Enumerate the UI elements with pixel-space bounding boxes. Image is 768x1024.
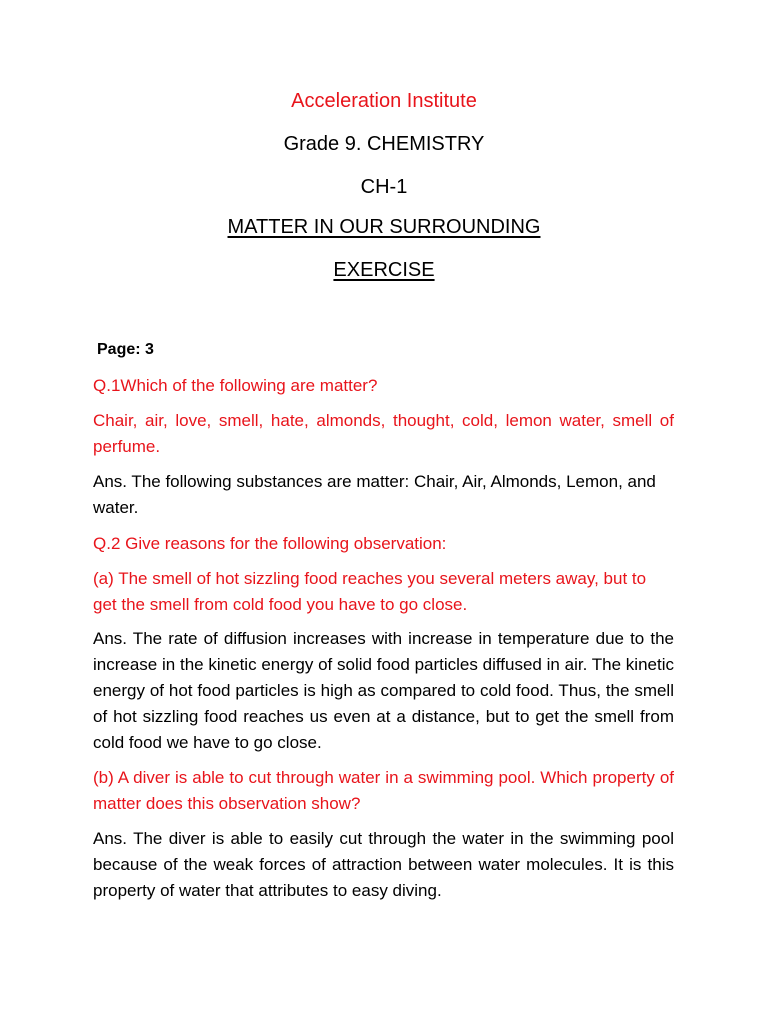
section-heading: EXERCISE (333, 259, 435, 281)
q2b-answer: Ans. The diver is able to easily cut through the water in the swimming pool because of the weak forces of attraction between water molecules. It is this property of water that attributes to easy diving. (93, 829, 674, 900)
grade-subject: Grade 9. CHEMISTRY (283, 133, 485, 155)
chapter-title: MATTER IN OUR SURROUNDING (227, 216, 541, 238)
q2a-question: (a) The smell of hot sizzling food reaches you several meters away, but to get the smell from cold food you have to go close. (93, 569, 647, 614)
page-label: Page: 3 (97, 341, 154, 358)
q2b-question: (b) A diver is able to cut through water in a swimming pool. Which property of matter does this observation show? (93, 768, 674, 813)
q2-question: Q.2 Give reasons for the following observation: (93, 534, 447, 553)
q1-answer: Ans. The following substances are matter: Chair, Air, Almonds, Lemon, and water. (93, 472, 656, 517)
institute-name: Acceleration Institute (291, 90, 477, 112)
chapter-number: CH-1 (360, 176, 408, 198)
q1-question: Q.1Which of the following are matter? (93, 376, 378, 395)
q1-options: Chair, air, love, smell, hate, almonds, thought, cold, lemon water, smell of perfume. (93, 411, 674, 456)
q2a-answer: Ans. The rate of diffusion increases with increase in temperature due to the increase in the kinetic energy of solid food particles diffused in air. The kinetic energy of hot food particles is high as compared to cold food. Thus, the smell of hot sizzling food reaches us even at a distance, but to get the smell from cold food we have to go close. (93, 629, 674, 752)
